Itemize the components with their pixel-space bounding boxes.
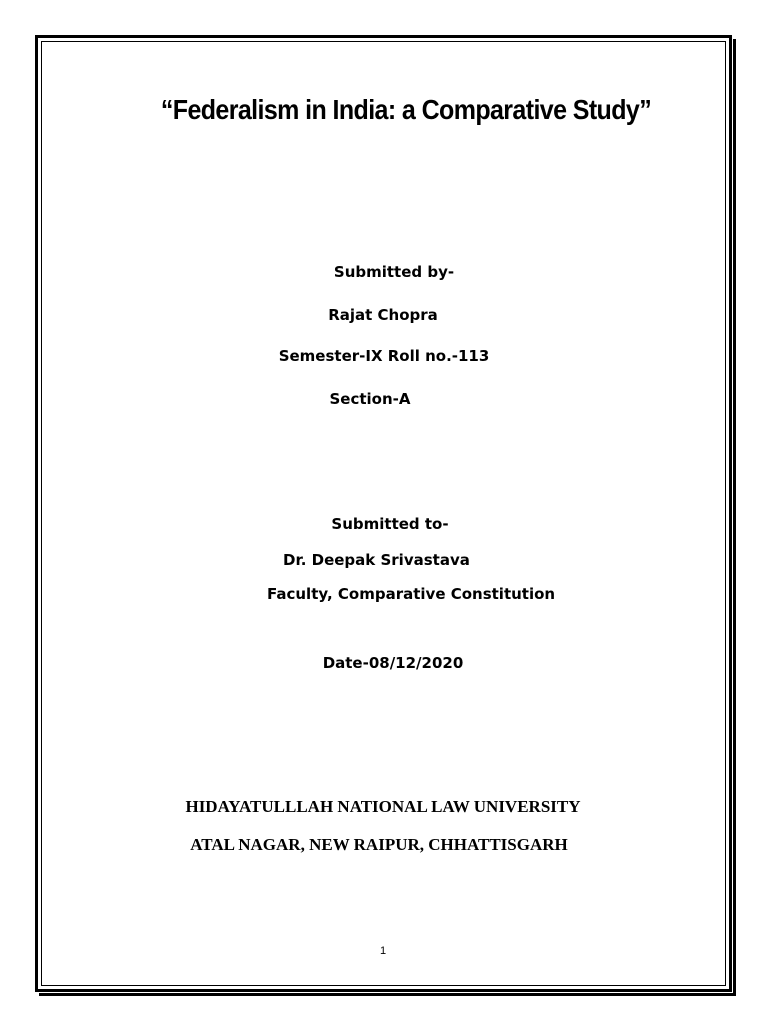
- university-name: HIDAYATULLLAH NATIONAL LAW UNIVERSITY: [185, 797, 581, 816]
- page-number: 1: [379, 945, 387, 957]
- university-address: ATAL NAGAR, NEW RAIPUR, CHHATTISGARH: [190, 835, 568, 854]
- submission-date: Date-08/12/2020: [322, 654, 464, 672]
- semester-roll: Semester-IX Roll no.-113: [278, 347, 490, 365]
- faculty-designation: Faculty, Comparative Constitution: [267, 585, 556, 603]
- faculty-name: Dr. Deepak Srivastava: [283, 551, 470, 569]
- document-title: “Federalism in India: a Comparative Study”: [160, 94, 652, 126]
- submitted-by-label: Submitted by-: [333, 263, 455, 281]
- author-name: Rajat Chopra: [328, 306, 438, 324]
- section: Section-A: [329, 390, 411, 408]
- submitted-to-label: Submitted to-: [331, 515, 449, 533]
